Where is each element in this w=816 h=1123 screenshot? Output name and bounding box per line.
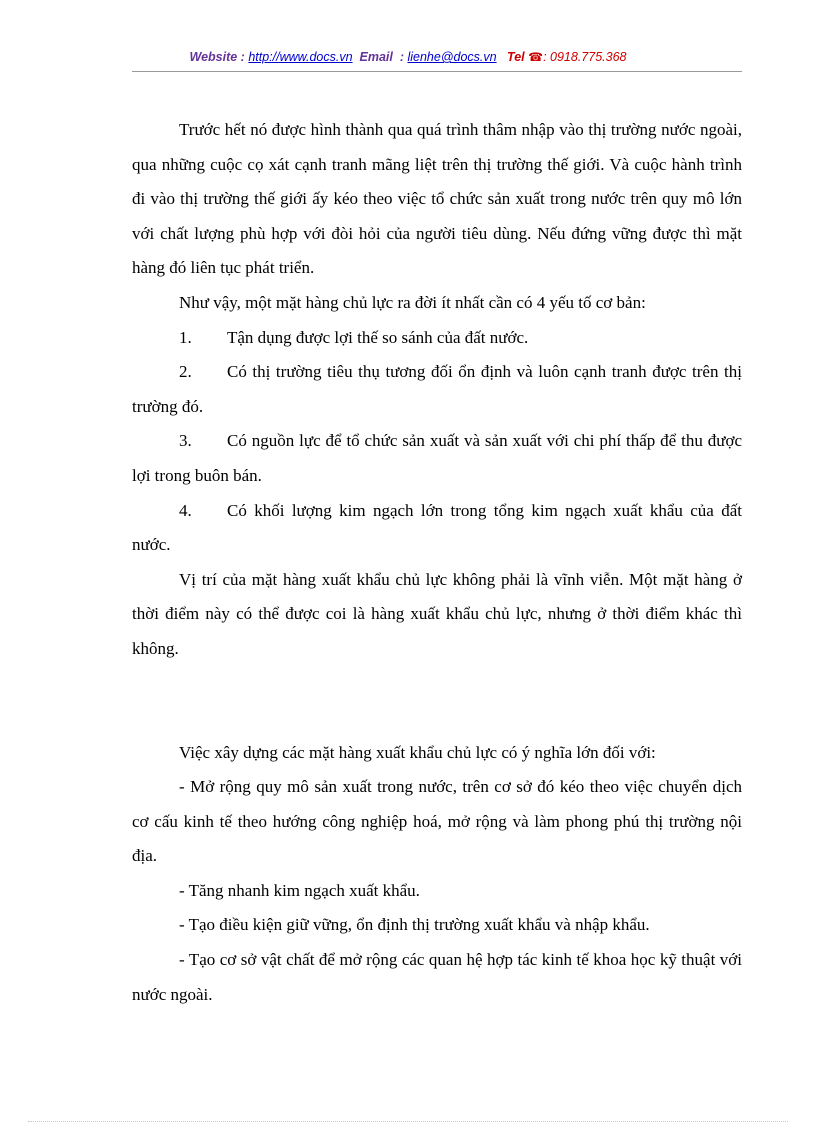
numbered-item xyxy=(132,424,742,493)
phone-number: : 0918.775.368 xyxy=(543,50,627,64)
email-separator: : xyxy=(399,50,404,64)
email-label: Email xyxy=(359,50,393,64)
document-body xyxy=(132,113,742,1012)
item-number: 1. xyxy=(179,327,192,347)
numbered-item xyxy=(132,494,742,563)
website-label: Website : xyxy=(189,50,245,64)
paragraph-significance-intro: Việc xây dựng các mặt hàng xuất khẩu chủ lực có ý nghĩa lớn đối với: xyxy=(179,742,656,762)
paragraph-intro: Trước hết nó được hình thành qua quá trình thâm nhập vào thị trường nước ngoài, qua những cuộc cọ xát cạnh tranh mãng liệt trên thị trường thế giới. Và cuộc hành trình đi vào thị trường thế giới ấy kéo theo việc tổ chức sản xuất trong nước trên quy mô lớn với chất lượng phù hợp với đòi hỏi của người tiêu dùng. Nếu đứng vững được thì mặt hàng đó liên tục phát triển. xyxy=(132,120,742,278)
item-number: 4. xyxy=(179,500,192,520)
website-link[interactable]: http://www.docs.vn xyxy=(248,50,353,64)
bullet-item: - Mở rộng quy mô sản xuất trong nước, trên cơ sở đó kéo theo việc chuyển dịch cơ cấu kinh tế theo hướng công nghiệp hoá, mở rộng và làm phong phú thị trường nội địa. xyxy=(132,777,742,866)
telephone-icon: ☎ xyxy=(528,50,544,64)
numbered-item xyxy=(132,355,742,424)
item-number: 3. xyxy=(179,431,192,451)
section-gap xyxy=(132,667,742,736)
footer-divider xyxy=(28,1121,788,1122)
item-text: Tận dụng được lợi thế so sánh của đất nước. xyxy=(227,327,529,347)
item-number: 2. xyxy=(179,362,192,382)
item-text: Có nguồn lực để tổ chức sản xuất và sản xuất với chi phí thấp để thu được lợi trong buôn bán. xyxy=(132,431,742,485)
item-text: Có thị trường tiêu thụ tương đối ổn định và luôn cạnh tranh được trên thị trường đó. xyxy=(132,362,742,416)
item-text: Có khối lượng kim ngạch lớn trong tổng kim ngạch xuất khẩu của đất nước. xyxy=(132,500,742,555)
page-header xyxy=(0,50,816,64)
paragraph-position: Vị trí của mặt hàng xuất khẩu chủ lực không phải là vĩnh viễn. Một mặt hàng ở thời điểm này có thể được coi là hàng xuất khẩu chủ lực, nhưng ở thời điểm khác thì không. xyxy=(132,569,742,658)
paragraph-factors-intro: Như vậy, một mặt hàng chủ lực ra đời ít nhất cần có 4 yếu tố cơ bản: xyxy=(179,292,646,312)
bullet-item: - Tạo điều kiện giữ vững, ổn định thị trường xuất khẩu và nhập khẩu. xyxy=(179,915,650,935)
email-link[interactable]: lienhe@docs.vn xyxy=(407,50,497,64)
tel-label: Tel xyxy=(507,50,525,64)
numbered-item xyxy=(132,321,742,356)
header-divider xyxy=(132,71,742,72)
bullet-item: - Tạo cơ sở vật chất để mở rộng các quan hệ hợp tác kinh tế khoa học kỹ thuật với nước ngoài. xyxy=(132,950,742,1004)
bullet-item: - Tăng nhanh kim ngạch xuất khẩu. xyxy=(179,880,420,900)
